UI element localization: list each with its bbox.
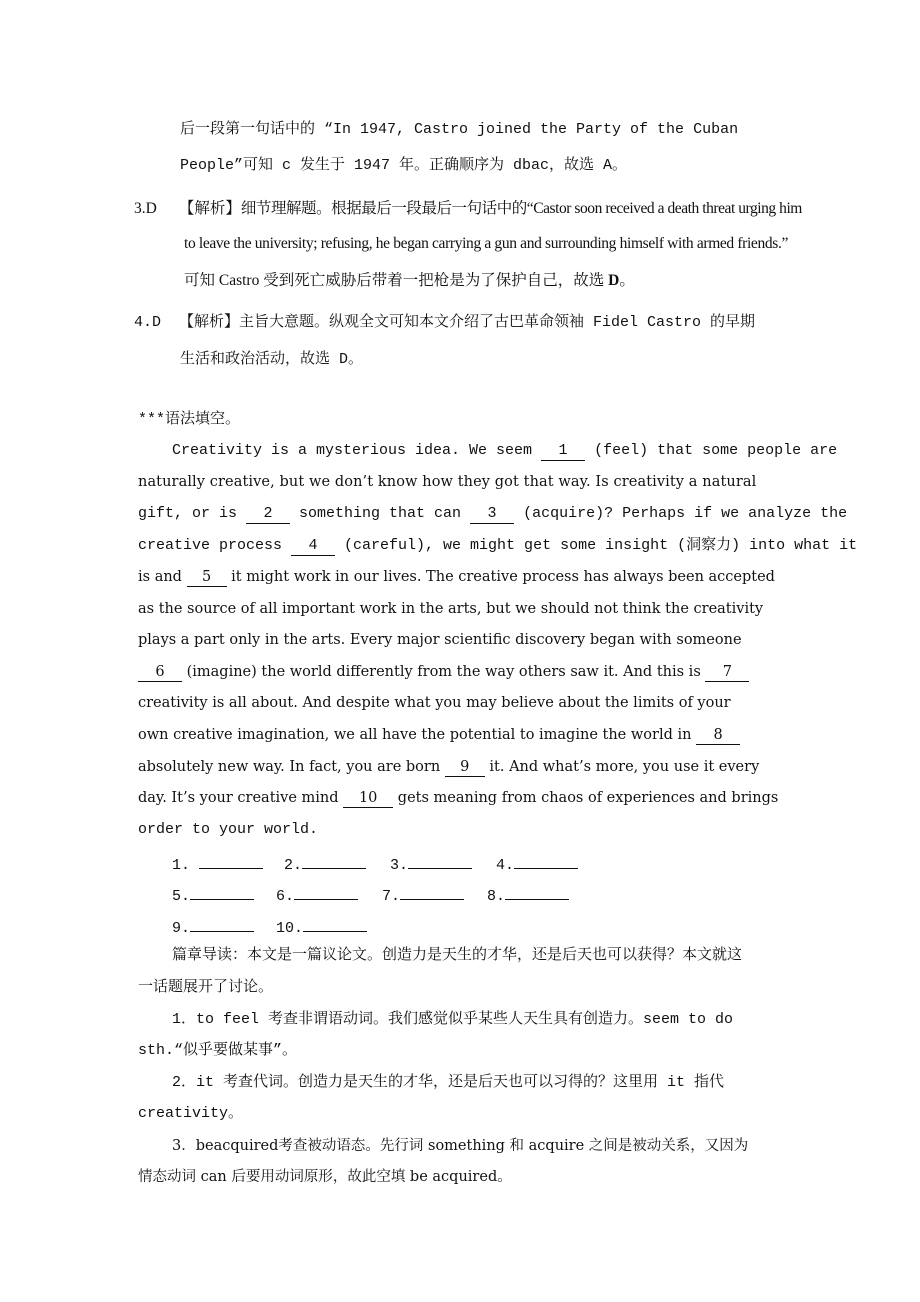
passage-line-4	[138, 536, 857, 556]
answer-label: 5.	[172, 888, 191, 905]
answer-label: 2.	[284, 857, 303, 874]
passage-text: it. And what’s more, you use it every	[484, 759, 760, 775]
answer-label: 10.	[276, 920, 304, 937]
blank-1[interactable]: 1	[541, 442, 585, 461]
guide-line-2: 一话题展开了讨论。	[138, 979, 274, 996]
blank-9[interactable]: 9	[445, 758, 485, 777]
answer-slot-1[interactable]	[172, 852, 263, 876]
blank-7[interactable]: 7	[705, 663, 749, 682]
passage-line-2: naturally creative, but we don’t know how they got that way. Is creativity a natural	[138, 474, 757, 490]
q3-conclusion: 可知 Castro 受到死亡威胁后带着一把枪是为了保护自己，故选	[184, 272, 609, 289]
answer-blank[interactable]	[408, 852, 472, 869]
answer-slot-6[interactable]	[276, 883, 358, 907]
q3-line-1	[134, 199, 802, 219]
answer-slot-2[interactable]	[284, 852, 366, 876]
passage-text: day. It’s your creative mind	[138, 790, 344, 806]
section-title: ***语法填空。	[138, 411, 241, 428]
blank-3[interactable]: 3	[470, 505, 514, 524]
passage-text: (acquire)? Perhaps if we analyze the	[514, 505, 848, 522]
answer-slot-10[interactable]	[276, 915, 367, 939]
q3-answer: D	[608, 272, 620, 289]
explanation-1-line-2: sth.“似乎要做某事”。	[138, 1042, 298, 1059]
q3-line-2: to leave the university; refusing, he began carrying a gun and surrounding himself with armed friends.”	[184, 235, 788, 252]
analysis-line-1: 后一段第一句话中的 “In 1947, Castro joined the Party of the Cuban	[180, 121, 739, 138]
answer-blank[interactable]	[190, 915, 254, 932]
blank-4[interactable]: 4	[291, 537, 335, 556]
explanation-1-line-1: 1．to feel 考查非谓语动词。我们感觉似乎某些人天生具有创造力。seem to do	[172, 1011, 734, 1028]
q3-text: 细节理解题。根据最后一段最后一句话中的“Castor soon received a death threat urging him	[240, 200, 802, 217]
passage-line-1	[172, 441, 837, 461]
answer-label: 6.	[276, 888, 295, 905]
q3-period: 。	[619, 272, 635, 289]
answer-blank[interactable]	[294, 883, 358, 900]
passage-line-3	[138, 504, 847, 524]
explanation-2-line-1: 2．it 考查代词。创造力是天生的才华，还是后天也可以习得的？这里用 it 指代	[172, 1074, 725, 1091]
passage-text: gift, or is	[138, 505, 247, 522]
answer-label: 3.	[390, 857, 409, 874]
passage-line-5	[138, 567, 775, 587]
q3-tag: 【解析】	[178, 200, 241, 217]
passage-text: (careful), we might get some insight (洞察力) into what it	[335, 537, 858, 554]
passage-line-10	[138, 725, 740, 745]
blank-8[interactable]: 8	[696, 726, 740, 745]
answer-slot-3[interactable]	[390, 852, 472, 876]
answer-blank[interactable]	[190, 883, 254, 900]
q4-tag: 【解析】	[179, 314, 240, 331]
q4-number: 4.D	[134, 314, 162, 331]
answer-label: 7.	[382, 888, 401, 905]
blank-10[interactable]: 10	[343, 789, 393, 808]
passage-text: absolutely new way. In fact, you are born	[138, 759, 445, 775]
answer-slot-9[interactable]	[172, 915, 254, 939]
blank-5[interactable]: 5	[187, 568, 227, 587]
blank-6[interactable]: 6	[138, 663, 182, 682]
blank-2[interactable]: 2	[246, 505, 290, 524]
passage-text: gets meaning from chaos of experiences and brings	[393, 790, 779, 806]
answer-label: 4.	[496, 857, 515, 874]
explanation-3-line-2: 情态动词 can 后要用动词原形，故此空填 be acquired。	[138, 1169, 512, 1185]
answer-blank[interactable]	[400, 883, 464, 900]
passage-line-7: plays a part only in the arts. Every major scientific discovery began with someone	[138, 632, 742, 648]
passage-text: own creative imagination, we all have the potential to imagine the world in	[138, 727, 697, 743]
q3-number: 3.D	[134, 200, 157, 217]
passage-line-6: as the source of all important work in the arts, but we should not think the creativity	[138, 601, 764, 617]
q4-text: 主旨大意题。纵观全文可知本文介绍了古巴革命领袖 Fidel Castro 的早期	[239, 314, 756, 331]
q4-line-1	[134, 313, 755, 333]
q3-line-3	[184, 271, 635, 291]
answer-blank[interactable]	[199, 852, 263, 869]
answer-label: 1.	[172, 857, 191, 874]
answer-slot-5[interactable]	[172, 883, 254, 907]
explanation-2-line-2: creativity。	[138, 1105, 244, 1122]
passage-text: (feel) that some people are	[585, 442, 838, 459]
passage-line-13: order to your world.	[138, 821, 319, 838]
answer-slot-8[interactable]	[487, 883, 569, 907]
answer-slot-7[interactable]	[382, 883, 464, 907]
passage-text: Creativity is a mysterious idea. We seem	[172, 442, 542, 459]
passage-line-8	[138, 662, 749, 682]
passage-text: something that can	[290, 505, 471, 522]
q4-line-2: 生活和政治活动，故选 D。	[180, 351, 364, 368]
passage-text: creative process	[138, 537, 292, 554]
passage-text: (imagine) the world differently from the way others saw it. And this is	[182, 664, 706, 680]
answer-label: 9.	[172, 920, 191, 937]
passage-text: it might work in our lives. The creative process has always been accepted	[226, 569, 775, 585]
passage-text: is and	[138, 569, 187, 585]
passage-line-12	[138, 788, 778, 808]
passage-line-9: creativity is all about. And despite what you may believe about the limits of your	[138, 695, 731, 711]
answer-blank[interactable]	[303, 915, 367, 932]
answer-blank[interactable]	[505, 883, 569, 900]
answer-slot-4[interactable]	[496, 852, 578, 876]
guide-line-1: 篇章导读：本文是一篇议论文。创造力是天生的才华，还是后天也可以获得？本文就这	[172, 947, 743, 964]
passage-line-11	[138, 757, 759, 777]
analysis-line-2: People”可知 c 发生于 1947 年。正确顺序为 dbac，故选 A。	[180, 157, 628, 174]
answer-blank[interactable]	[302, 852, 366, 869]
answer-blank[interactable]	[514, 852, 578, 869]
answer-label: 8.	[487, 888, 506, 905]
explanation-3-line-1: 3．beacquired考查被动语态。先行词 something 和 acquire 之间是被动关系，又因为	[172, 1138, 749, 1154]
